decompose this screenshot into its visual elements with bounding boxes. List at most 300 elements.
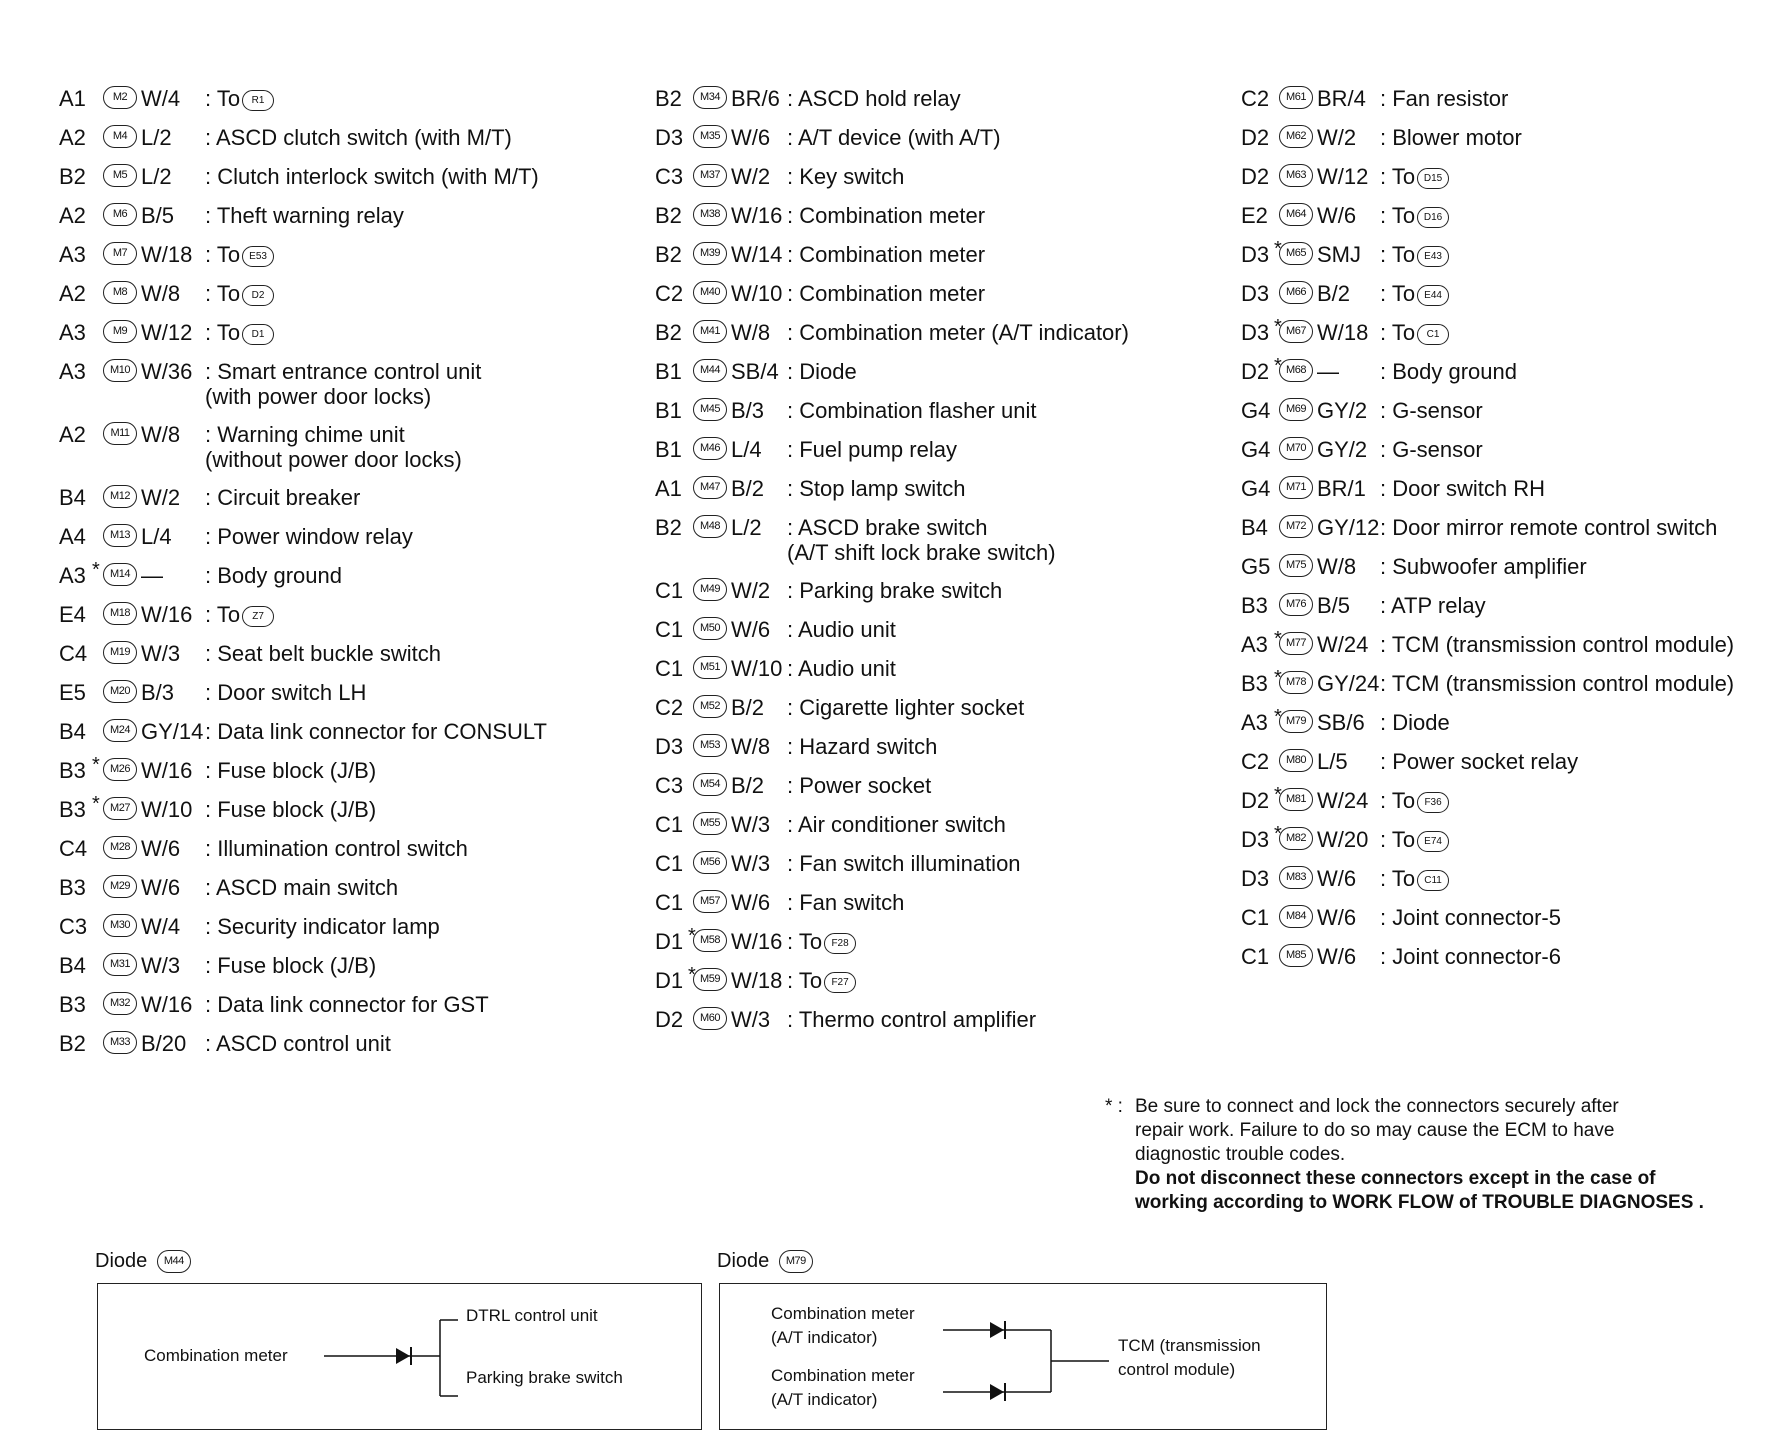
connector-row: [655, 242, 1245, 281]
connector-badge: M56: [693, 851, 727, 874]
connector-spec: W/3: [141, 641, 181, 666]
connector-description-text: : To: [205, 281, 241, 306]
grid-ref: [59, 485, 97, 510]
connector-spec: B/2: [731, 695, 765, 720]
connector-badge: M47: [693, 476, 727, 499]
connector-spec: W/3: [731, 812, 771, 837]
grid-ref-text: D3: [655, 125, 684, 150]
connector-badge: M79: [1279, 710, 1313, 733]
connector-badge: M45: [693, 398, 727, 421]
connector-spec: B/3: [731, 398, 765, 423]
diode-m79-title: [717, 1250, 817, 1273]
connector-row: [655, 617, 1245, 656]
connector-spec: L/5: [1317, 749, 1348, 774]
grid-ref: [59, 164, 97, 189]
connector-description-text: : Blower motor: [1380, 125, 1522, 150]
grid-ref: [59, 242, 97, 267]
grid-ref-text: C1: [655, 578, 684, 603]
connector-badge: M60: [693, 1007, 727, 1030]
grid-ref-text: C1: [1241, 944, 1270, 969]
grid-ref-text: B2: [655, 515, 682, 540]
connector-description-text: : Door switch RH: [1380, 476, 1546, 501]
grid-ref-text: C2: [655, 281, 684, 306]
connector-row: [59, 793, 649, 836]
grid-ref: [1241, 398, 1279, 423]
connector-badge: M29: [103, 875, 137, 898]
grid-ref-text: C1: [655, 617, 684, 642]
grid-ref: [655, 398, 693, 423]
grid-ref-text: D2: [1241, 788, 1270, 813]
grid-ref-text: B4: [59, 485, 86, 510]
grid-ref-text: B4: [59, 719, 86, 744]
connector-description: [787, 773, 1245, 798]
note-asterisk: * :: [1105, 1096, 1123, 1117]
grid-ref: [655, 578, 693, 603]
connector-description: [787, 851, 1245, 876]
grid-ref: [655, 890, 693, 915]
connector-description-text: : Joint connector-6: [1380, 944, 1561, 969]
connector-spec: W/2: [141, 485, 181, 510]
connector-row: [59, 524, 649, 563]
connector-badge: M11: [103, 422, 137, 445]
connector-description: [1380, 320, 1786, 345]
caution-asterisk: *: [92, 559, 100, 581]
connector-spec: L/4: [141, 524, 172, 549]
grid-ref: [1241, 476, 1279, 501]
target-connector-badge: D1: [242, 324, 274, 345]
grid-ref: [59, 875, 97, 900]
note-warning-line: working according to WORK FLOW of TROUBLE DIAGNOSES .: [1135, 1192, 1704, 1213]
connector-badge: M61: [1279, 86, 1313, 109]
grid-ref: [59, 125, 97, 150]
grid-ref-text: A1: [59, 86, 86, 111]
connector-row: [59, 559, 649, 602]
connector-description-text: : Door switch LH: [205, 680, 367, 705]
connector-spec: W/8: [731, 734, 771, 759]
grid-ref: [655, 851, 693, 876]
note-line: diagnostic trouble codes.: [1135, 1144, 1346, 1165]
connector-row: [59, 164, 649, 203]
connector-row: [59, 754, 649, 797]
connector-description-text: : Clutch interlock switch (with M/T): [205, 164, 539, 189]
connector-description: [787, 968, 1245, 993]
connector-row: [1241, 823, 1786, 866]
grid-ref: [655, 437, 693, 462]
connector-spec: W/3: [141, 953, 181, 978]
grid-ref-text: B1: [655, 437, 682, 462]
connector-description: [787, 734, 1245, 759]
grid-ref: [655, 1007, 693, 1032]
connector-spec: W/8: [141, 281, 181, 306]
connector-spec: W/16: [731, 929, 783, 954]
grid-ref-text: B2: [59, 1031, 86, 1056]
grid-ref-text: B2: [655, 203, 682, 228]
connector-description: [787, 890, 1245, 915]
connector-spec: SB/6: [1317, 710, 1365, 735]
connector-badge: M50: [693, 617, 727, 640]
connector-description-text: : Combination flasher unit: [787, 398, 1037, 423]
grid-ref: [1241, 515, 1279, 540]
connector-description: [1380, 281, 1786, 306]
grid-ref: [59, 602, 97, 627]
grid-ref: [655, 964, 696, 993]
target-connector-badge: E44: [1417, 285, 1449, 306]
connector-description-text: : ASCD main switch: [205, 875, 399, 900]
connector-description-text: : Warning chime unit (without power door locks): [205, 422, 462, 472]
grid-ref-text: A3: [59, 242, 86, 267]
connector-description-text: : Diode: [1380, 710, 1450, 735]
grid-ref-text: A2: [59, 125, 86, 150]
connector-description: [205, 242, 649, 267]
grid-ref-text: A3: [1241, 710, 1268, 735]
connector-badge: M57: [693, 890, 727, 913]
connector-description-text: : Fan switch: [787, 890, 905, 915]
diode-input-label: Combination meter (A/T indicator): [771, 1304, 915, 1347]
connector-row: [1241, 238, 1786, 281]
grid-ref: [655, 476, 693, 501]
target-connector-badge: D15: [1417, 168, 1449, 189]
connector-row: [1241, 515, 1786, 554]
connector-description-text: : G-sensor: [1380, 437, 1483, 462]
connector-badge: M30: [103, 914, 137, 937]
diode-m44-diagram: [97, 1283, 702, 1430]
grid-ref-text: D3: [1241, 827, 1270, 852]
grid-ref: [655, 359, 693, 384]
connector-row: [59, 875, 649, 914]
connector-spec: L/4: [731, 437, 762, 462]
connector-badge: M55: [693, 812, 727, 835]
connector-description-text: : Audio unit: [787, 617, 896, 642]
connector-row: [59, 992, 649, 1031]
connector-spec: W/16: [141, 992, 193, 1017]
connector-spec: L/2: [141, 164, 172, 189]
connector-description: [787, 656, 1245, 681]
connector-spec: W/12: [141, 320, 193, 345]
grid-ref: [59, 754, 100, 783]
connector-row: [655, 281, 1245, 320]
connector-row: [59, 125, 649, 164]
caution-asterisk: *: [1274, 628, 1282, 650]
grid-ref-text: B3: [1241, 671, 1268, 696]
connector-row: [1241, 125, 1786, 164]
connector-row: [655, 773, 1245, 812]
connector-spec: BR/6: [731, 86, 780, 111]
connector-spec: B/2: [1317, 281, 1351, 306]
grid-ref: [655, 320, 693, 345]
caution-asterisk: *: [688, 925, 696, 947]
connector-row: [655, 656, 1245, 695]
connector-description: [205, 602, 649, 627]
connector-description-text: : Body ground: [205, 563, 342, 588]
connector-row: [1241, 203, 1786, 242]
connector-description-text: : Fuse block (J/B): [205, 758, 377, 783]
connector-description: [787, 164, 1245, 189]
connector-spec: B/20: [141, 1031, 187, 1056]
connector-description: [205, 125, 649, 150]
grid-ref: [59, 203, 97, 228]
connector-description: [205, 422, 649, 472]
connector-description: [787, 812, 1245, 837]
connector-badge: M41: [693, 320, 727, 343]
diode-symbol: [990, 1384, 1004, 1400]
connector-description: [1380, 866, 1786, 891]
connector-spec: SMJ: [1317, 242, 1361, 267]
connector-column-2: [655, 86, 1245, 1046]
grid-ref: [655, 734, 693, 759]
connector-description: [1380, 827, 1786, 852]
connector-description-text: : Stop lamp switch: [787, 476, 966, 501]
connector-description: [205, 797, 649, 822]
diode-input-label: Combination meter: [144, 1346, 288, 1365]
connector-badge: M67: [1279, 320, 1313, 343]
connector-spec: —: [141, 563, 163, 588]
connector-description-text: : To: [1380, 242, 1416, 267]
connector-description: [787, 476, 1245, 501]
connector-row: [59, 602, 649, 641]
connector-description: [1380, 203, 1786, 228]
connector-description: [205, 914, 649, 939]
connector-description-text: : To: [1380, 203, 1416, 228]
connector-description: [787, 1007, 1245, 1032]
connector-description: [1380, 671, 1786, 696]
grid-ref: [1241, 203, 1279, 228]
connector-row: [1241, 437, 1786, 476]
connector-badge: M69: [1279, 398, 1313, 421]
grid-ref-text: A2: [59, 422, 86, 447]
connector-description: [1380, 515, 1786, 540]
connector-row: [59, 914, 649, 953]
connector-row: [1241, 667, 1786, 710]
target-connector-badge: F36: [1417, 792, 1449, 813]
connector-badge: M64: [1279, 203, 1313, 226]
connector-description: [205, 359, 649, 409]
connector-badge: M19: [103, 641, 137, 664]
connector-description-text: : ATP relay: [1380, 593, 1486, 618]
connector-row: [1241, 944, 1786, 983]
connector-description-text: : To: [205, 86, 241, 111]
connector-badge: M6: [103, 203, 137, 226]
connector-description: [1380, 749, 1786, 774]
connector-description: [787, 320, 1245, 345]
connector-spec: W/6: [731, 125, 771, 150]
grid-ref: [655, 515, 693, 540]
grid-ref: [1241, 866, 1279, 891]
grid-ref: [59, 320, 97, 345]
grid-ref: [59, 524, 97, 549]
grid-ref: [1241, 554, 1279, 579]
connector-description-text: : Thermo control amplifier: [787, 1007, 1037, 1032]
connector-spec: W/24: [1317, 788, 1369, 813]
connector-row: [1241, 905, 1786, 944]
grid-ref-text: C4: [59, 641, 88, 666]
grid-ref-text: D2: [1241, 164, 1270, 189]
connector-badge: M14: [103, 563, 137, 586]
connector-badge: M44: [693, 359, 727, 382]
connector-badge: M37: [693, 164, 727, 187]
connector-description: [787, 437, 1245, 462]
caution-asterisk: *: [92, 754, 100, 776]
grid-ref: [59, 914, 97, 939]
connector-row: [59, 680, 649, 719]
connector-description-text: : Combination meter: [787, 203, 986, 228]
connector-spec: W/6: [731, 890, 771, 915]
connector-spec: W/18: [731, 968, 783, 993]
connector-description-text: : A/T device (with A/T): [787, 125, 1001, 150]
connector-row: [655, 964, 1245, 1007]
grid-ref: [59, 1031, 97, 1056]
grid-ref-text: B3: [59, 797, 86, 822]
grid-ref: [655, 773, 693, 798]
grid-ref-text: D3: [1241, 866, 1270, 891]
diode-output-label: DTRL control unit: [466, 1306, 598, 1325]
connector-description-text: : Parking brake switch: [787, 578, 1003, 603]
connector-spec: W/6: [141, 836, 181, 861]
diode-output-label: Parking brake switch: [466, 1368, 623, 1387]
connector-badge: M28: [103, 836, 137, 859]
connector-row: [59, 719, 649, 758]
connector-badge: M35: [693, 125, 727, 148]
grid-ref: [1241, 905, 1279, 930]
connector-row: [655, 476, 1245, 515]
connector-row: [1241, 593, 1786, 632]
connector-note: [1105, 1095, 1765, 1215]
connector-badge: M20: [103, 680, 137, 703]
connector-badge: M76: [1279, 593, 1313, 616]
connector-spec: W/6: [1317, 905, 1357, 930]
connector-row: [655, 578, 1245, 617]
connector-badge: M81: [1279, 788, 1313, 811]
grid-ref-text: B1: [655, 398, 682, 423]
connector-spec: W/3: [731, 851, 771, 876]
connector-description-text: : ASCD hold relay: [787, 86, 961, 111]
connector-description-text: : To: [1380, 827, 1416, 852]
grid-ref-text: C4: [59, 836, 88, 861]
target-connector-badge: R1: [242, 90, 274, 111]
connector-badge: M79: [779, 1250, 813, 1273]
target-connector-badge: E43: [1417, 246, 1449, 267]
grid-ref-text: C1: [655, 890, 684, 915]
connector-description-text: : ASCD brake switch (A/T shift lock brake switch): [787, 515, 1056, 565]
connector-row: [59, 242, 649, 281]
connector-description: [205, 281, 649, 306]
connector-badge: M40: [693, 281, 727, 304]
grid-ref: [1241, 944, 1279, 969]
connector-row: [59, 953, 649, 992]
connector-row: [59, 422, 649, 485]
connector-badge: M2: [103, 86, 137, 109]
grid-ref-text: C2: [1241, 749, 1270, 774]
connector-description-text: : To: [1380, 866, 1416, 891]
connector-description: [205, 320, 649, 345]
connector-badge: M8: [103, 281, 137, 304]
connector-description-text: : Door mirror remote control switch: [1380, 515, 1718, 540]
connector-spec: W/16: [141, 758, 193, 783]
grid-ref: [1241, 281, 1279, 306]
connector-row: [1241, 86, 1786, 125]
connector-description-text: : To: [205, 320, 241, 345]
connector-description-text: : To: [1380, 320, 1416, 345]
connector-spec: B/3: [141, 680, 175, 705]
grid-ref-text: B3: [59, 758, 86, 783]
grid-ref-text: B3: [59, 992, 86, 1017]
connector-badge: M32: [103, 992, 137, 1015]
connector-description: [205, 524, 649, 549]
caution-asterisk: *: [1274, 784, 1282, 806]
connector-spec: W/3: [731, 1007, 771, 1032]
grid-ref: [59, 559, 100, 588]
grid-ref-text: A1: [655, 476, 682, 501]
connector-badge: M49: [693, 578, 727, 601]
connector-description: [1380, 944, 1786, 969]
connector-spec: W/8: [1317, 554, 1357, 579]
connector-spec: W/6: [141, 875, 181, 900]
diode-m79-wiring: [720, 1284, 1328, 1431]
grid-ref: [1241, 316, 1282, 345]
caution-asterisk: *: [1274, 823, 1282, 845]
connector-badge: M13: [103, 524, 137, 547]
grid-ref-text: C3: [655, 773, 684, 798]
grid-ref: [1241, 355, 1282, 384]
connector-row: [1241, 281, 1786, 320]
connector-badge: M38: [693, 203, 727, 226]
connector-row: [655, 359, 1245, 398]
target-connector-badge: F28: [824, 933, 856, 954]
connector-row: [655, 320, 1245, 359]
connector-description-text: : Data link connector for CONSULT: [205, 719, 547, 744]
grid-ref-text: B1: [655, 359, 682, 384]
connector-description: [787, 242, 1245, 267]
connector-description: [787, 203, 1245, 228]
grid-ref-text: D2: [1241, 359, 1270, 384]
grid-ref-text: D3: [1241, 242, 1270, 267]
connector-badge: M48: [693, 515, 727, 538]
connector-spec: W/12: [1317, 164, 1369, 189]
caution-asterisk: *: [1274, 355, 1282, 377]
connector-description: [205, 203, 649, 228]
connector-description: [205, 875, 649, 900]
grid-ref: [1241, 86, 1279, 111]
grid-ref: [1241, 125, 1279, 150]
connector-description-text: : Security indicator lamp: [205, 914, 440, 939]
connector-badge: M44: [157, 1250, 191, 1273]
connector-spec: W/16: [731, 203, 783, 228]
grid-ref: [1241, 706, 1282, 735]
connector-description-text: : ASCD control unit: [205, 1031, 391, 1056]
connector-spec: W/6: [1317, 866, 1357, 891]
target-connector-badge: D16: [1417, 207, 1449, 228]
connector-row: [655, 890, 1245, 929]
connector-description: [205, 641, 649, 666]
connector-description: [787, 695, 1245, 720]
grid-ref-text: A3: [59, 359, 86, 384]
connector-description: [1380, 125, 1786, 150]
connector-description-text: : TCM (transmission control module): [1380, 632, 1735, 657]
connector-description-text: : Fuel pump relay: [787, 437, 957, 462]
connector-badge: M39: [693, 242, 727, 265]
diode-input-label: Combination meter (A/T indicator): [771, 1366, 915, 1409]
grid-ref: [1241, 238, 1282, 267]
grid-ref-text: C1: [655, 812, 684, 837]
connector-description: [205, 836, 649, 861]
connector-spec: W/14: [731, 242, 783, 267]
grid-ref: [59, 641, 97, 666]
connector-description: [787, 86, 1245, 111]
connector-description-text: : Illumination control switch: [205, 836, 468, 861]
connector-row: [655, 86, 1245, 125]
connector-spec: SB/4: [731, 359, 779, 384]
connector-description-text: : Fuse block (J/B): [205, 797, 377, 822]
connector-description-text: : Combination meter (A/T indicator): [787, 320, 1129, 345]
